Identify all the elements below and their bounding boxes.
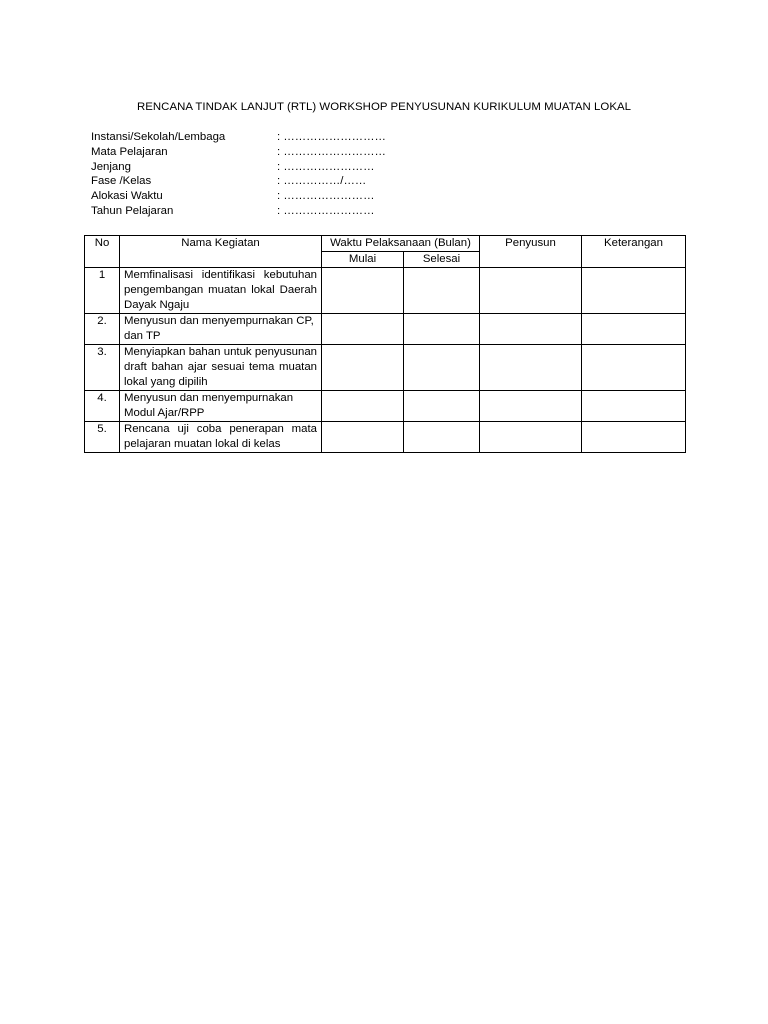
cell-no: 1 bbox=[85, 268, 120, 314]
document-title: RENCANA TINDAK LANJUT (RTL) WORKSHOP PENYUSUNAN KURIKULUM MUATAN LOKAL bbox=[136, 101, 632, 113]
table-row bbox=[85, 345, 686, 391]
info-label: Instansi/Sekolah/Lembaga bbox=[91, 131, 226, 143]
header-nama-kegiatan: Nama Kegiatan bbox=[120, 236, 322, 268]
cell-selesai[interactable] bbox=[404, 345, 480, 391]
cell-no: 2. bbox=[85, 314, 120, 345]
cell-mulai[interactable] bbox=[322, 268, 404, 314]
info-label: Alokasi Waktu bbox=[91, 190, 163, 203]
info-value: : ……………/…… bbox=[277, 175, 367, 188]
cell-kegiatan: Menyiapkan bahan untuk penyusunan draft bahan ajar sesuai tema muatan lokal yang dipilih bbox=[120, 345, 322, 391]
header-penyusun: Penyusun bbox=[480, 236, 582, 268]
cell-selesai[interactable] bbox=[404, 422, 480, 453]
header-mulai: Mulai bbox=[322, 252, 404, 268]
cell-keterangan[interactable] bbox=[582, 268, 686, 314]
cell-penyusun[interactable] bbox=[480, 391, 582, 422]
cell-selesai[interactable] bbox=[404, 268, 480, 314]
header-keterangan: Keterangan bbox=[582, 236, 686, 268]
header-no: No bbox=[85, 236, 120, 268]
cell-no: 3. bbox=[85, 345, 120, 391]
cell-kegiatan: Menyusun dan menyempurnakan CP, dan TP bbox=[120, 314, 322, 345]
cell-penyusun[interactable] bbox=[480, 268, 582, 314]
cell-mulai[interactable] bbox=[322, 345, 404, 391]
cell-penyusun[interactable] bbox=[480, 314, 582, 345]
info-label: Jenjang bbox=[91, 160, 131, 173]
cell-penyusun[interactable] bbox=[480, 422, 582, 453]
header-selesai: Selesai bbox=[404, 252, 480, 268]
info-value: : ……………………… bbox=[277, 145, 386, 158]
cell-kegiatan: Rencana uji coba penerapan mata pelajaran muatan lokal di kelas bbox=[120, 422, 322, 453]
cell-keterangan[interactable] bbox=[582, 314, 686, 345]
rtl-table bbox=[84, 235, 686, 453]
cell-keterangan[interactable] bbox=[582, 391, 686, 422]
cell-no: 4. bbox=[85, 391, 120, 422]
cell-selesai[interactable] bbox=[404, 391, 480, 422]
cell-mulai[interactable] bbox=[322, 422, 404, 453]
cell-penyusun[interactable] bbox=[480, 345, 582, 391]
info-value: : …………………… bbox=[277, 190, 375, 203]
header-waktu-pelaksanaan: Waktu Pelaksanaan (Bulan) bbox=[322, 236, 480, 252]
table-header-row bbox=[85, 236, 686, 252]
table-row bbox=[85, 268, 686, 314]
cell-kegiatan: Memfinalisasi identifikasi kebutuhan pengembangan muatan lokal Daerah Dayak Ngaju bbox=[120, 268, 322, 314]
info-label: Fase /Kelas bbox=[91, 175, 152, 188]
info-value: : ……………………… bbox=[277, 131, 386, 143]
cell-mulai[interactable] bbox=[322, 314, 404, 345]
cell-mulai[interactable] bbox=[322, 391, 404, 422]
cell-keterangan[interactable] bbox=[582, 345, 686, 391]
table-row bbox=[85, 422, 686, 453]
cell-selesai[interactable] bbox=[404, 314, 480, 345]
cell-no: 5. bbox=[85, 422, 120, 453]
table-row bbox=[85, 391, 686, 422]
info-label: Mata Pelajaran bbox=[91, 145, 168, 158]
info-label: Tahun Pelajaran bbox=[91, 204, 174, 217]
info-value: : …………………… bbox=[277, 160, 375, 173]
table-row bbox=[85, 314, 686, 345]
info-value: : …………………… bbox=[277, 204, 375, 217]
cell-kegiatan: Menyusun dan menyempurnakan Modul Ajar/RPP bbox=[120, 391, 322, 422]
cell-keterangan[interactable] bbox=[582, 422, 686, 453]
